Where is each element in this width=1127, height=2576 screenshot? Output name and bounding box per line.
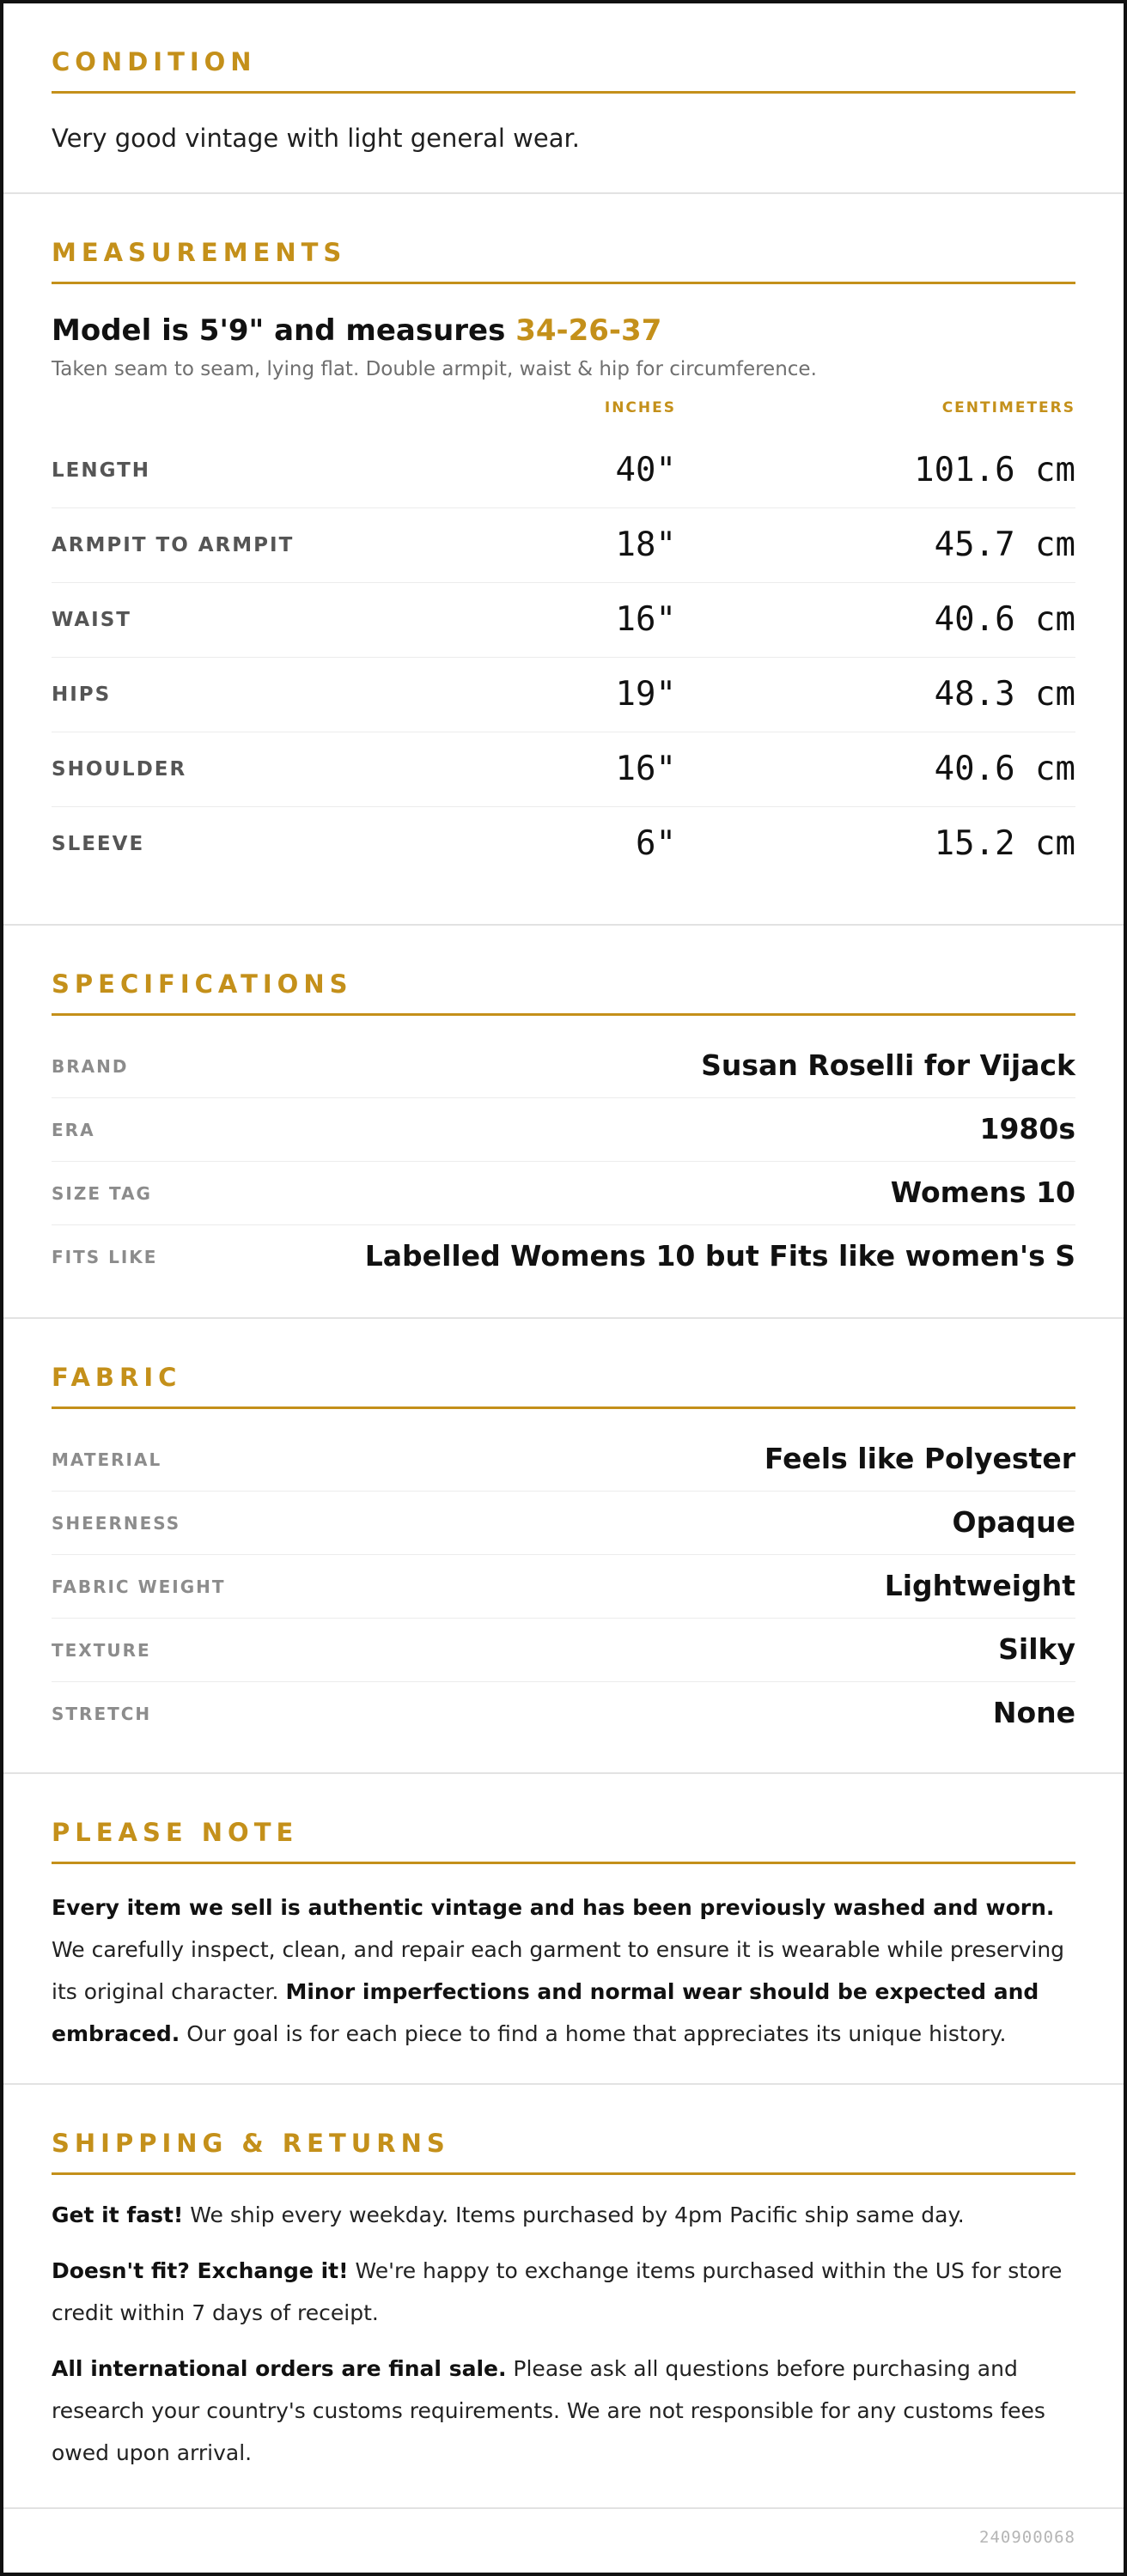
fabric-value: None [992,1696,1075,1729]
fabric-value: Feels like Polyester [764,1442,1075,1475]
fabric-key: TEXTURE [52,1640,151,1661]
specifications-heading: SPECIFICATIONS [52,967,1075,1016]
condition-section [3,3,1124,194]
measurements-heading: MEASUREMENTS [52,235,1075,284]
measurement-cm: 40.6 cm [934,600,1075,639]
model-measures-value: 34-26-37 [515,313,662,348]
spec-row-brand [52,1035,1075,1098]
measurement-inches: 6" [636,824,676,863]
measurement-row-sleeve [52,807,1075,881]
measurement-cm: 45.7 cm [934,526,1075,564]
spec-value: Womens 10 [890,1176,1075,1209]
fabric-value: Silky [998,1632,1075,1666]
shipping-paragraph-fast [52,2194,1075,2236]
inches-column-header: INCHES [604,399,676,416]
fabric-section [3,1319,1124,1774]
measurement-label: SLEEVE [52,833,145,855]
shipping-body: We ship every weekday. Items purchased by 4pm Pacific ship same day. [183,2202,965,2227]
note-bold-2: Minor imperfections and normal wear should be expected and embraced. [52,1979,1039,2046]
model-measures-line [52,312,1075,349]
measurement-label: WAIST [52,609,131,631]
measurement-cm: 40.6 cm [934,750,1075,788]
measurement-inches: 16" [615,600,676,639]
shipping-heading: SHIPPING & RETURNS [52,2126,1075,2175]
fabric-key: STRETCH [52,1704,152,1724]
spec-key: FITS LIKE [52,1247,158,1267]
fabric-key: FABRIC WEIGHT [52,1577,226,1597]
spec-row-size-tag [52,1162,1075,1225]
spec-row-fits-like [52,1225,1075,1288]
shipping-paragraph-exchange [52,2250,1075,2334]
fabric-row-sheerness [52,1492,1075,1555]
spec-value: 1980s [979,1112,1075,1145]
measurement-cm: 15.2 cm [934,824,1075,863]
measurement-label: SHOULDER [52,758,187,781]
please-note-section [3,1774,1124,2085]
measurement-row-waist [52,583,1075,658]
shipping-text [52,2194,1075,2474]
measurement-row-armpit [52,508,1075,583]
shipping-bold: Doesn't fit? Exchange it! [52,2258,349,2283]
measurement-column-headers [52,382,1075,434]
please-note-text [52,1886,1075,2055]
fabric-row-material [52,1428,1075,1492]
fabric-key: SHEERNESS [52,1513,181,1534]
measurement-table [52,434,1075,881]
measurement-inches: 18" [615,526,676,564]
fabric-row-texture [52,1619,1075,1682]
measurement-cm: 101.6 cm [914,451,1075,489]
specifications-section [3,926,1124,1319]
measurement-label: LENGTH [52,459,151,482]
measurement-label: ARMPIT TO ARMPIT [52,534,295,556]
measurement-label: HIPS [52,683,112,706]
spec-key: ERA [52,1120,95,1140]
footer [3,2509,1124,2576]
measurement-cm: 48.3 cm [934,675,1075,714]
fabric-row-stretch [52,1682,1075,1745]
spec-key: BRAND [52,1056,129,1077]
measurement-note: Taken seam to seam, lying flat. Double armpit, waist & hip for circumference. [52,358,817,380]
measurement-inches: 40" [615,451,676,489]
spec-value: Susan Roselli for Vijack [701,1048,1075,1082]
note-text-1: We carefully inspect, clean, and repair each garment to ensure it is wearable while preserving its original character. [52,1937,1065,2004]
please-note-heading: PLEASE NOTE [52,1815,1075,1864]
fabric-heading: FABRIC [52,1360,1075,1409]
condition-text: Very good vintage with light general wear. [52,124,580,153]
measurement-row-hips [52,658,1075,732]
note-text-2: Our goal is for each piece to find a home that appreciates its unique history. [180,2021,1007,2046]
shipping-returns-section [3,2085,1124,2509]
condition-heading: CONDITION [52,45,1075,94]
fabric-value: Opaque [952,1505,1075,1539]
sku-number: 240900068 [979,2528,1075,2547]
measurement-row-length [52,434,1075,508]
specifications-list [52,1035,1075,1288]
note-bold-1: Every item we sell is authentic vintage and has been previously washed and worn. [52,1895,1055,1920]
centimeters-column-header: CENTIMETERS [941,399,1075,416]
spec-key: SIZE TAG [52,1183,152,1204]
fabric-value: Lightweight [884,1569,1075,1602]
measurement-inches: 19" [615,675,676,714]
fabric-list [52,1428,1075,1745]
fabric-row-weight [52,1555,1075,1619]
measurement-inches: 16" [615,750,676,788]
shipping-bold: All international orders are final sale. [52,2356,507,2381]
spec-row-era [52,1098,1075,1162]
fabric-key: MATERIAL [52,1449,162,1470]
measurements-section [3,194,1124,926]
shipping-bold: Get it fast! [52,2202,184,2227]
spec-value: Labelled Womens 10 but Fits like women's S [364,1239,1075,1273]
model-measures-prefix: Model is 5'9" and measures [52,313,516,348]
shipping-body: Please ask all questions before purchasing and research your country's customs requirements. We are not responsible for any customs fees owed upon arrival. [52,2356,1045,2465]
shipping-body: We're happy to exchange items purchased within the US for store credit within 7 days of receipt. [52,2258,1063,2325]
measurement-row-shoulder [52,732,1075,807]
shipping-paragraph-international [52,2348,1075,2474]
